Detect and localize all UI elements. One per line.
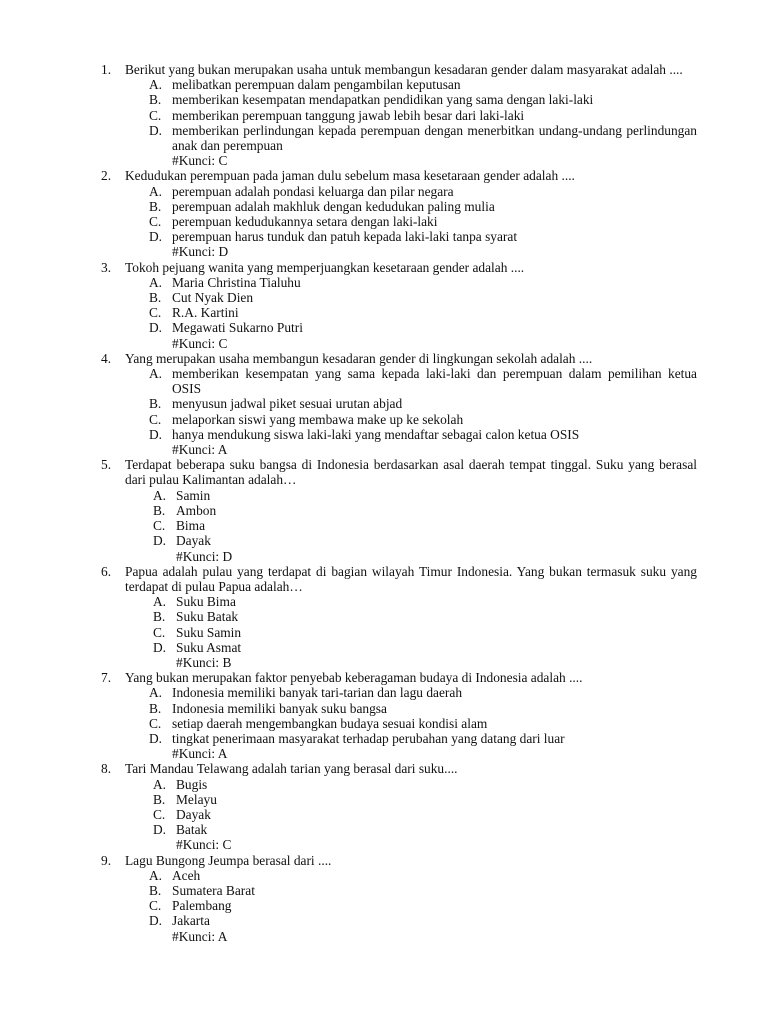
option-text: menyusun jadwal piket sesuai urutan abjad (172, 396, 403, 412)
option-letter: D. (153, 639, 167, 655)
option-letter: B. (149, 290, 162, 306)
option-text: Cut Nyak Dien (172, 290, 254, 306)
option-text: Sumatera Barat (172, 882, 255, 898)
option-d (125, 229, 697, 244)
option-b (125, 396, 697, 411)
question-number: 5. (101, 457, 112, 473)
option-text: tingkat penerimaan masyarakat terhadap perubahan yang datang dari luar (172, 730, 565, 746)
question-text: Lagu Bungong Jeumpa berasal dari .... (125, 852, 332, 868)
option-text: Maria Christina Tialuhu (172, 274, 301, 290)
option-text: memberikan perempuan tanggung jawab lebih besar dari laki-laki (172, 107, 525, 123)
option-b (125, 290, 697, 305)
option-letter: A. (153, 776, 167, 792)
option-text: Samin (176, 487, 211, 503)
option-text: Jakarta (172, 913, 210, 929)
question-text: Yang merupakan usaha membangun kesadaran gender di lingkungan sekolah adalah .... (125, 350, 593, 366)
option-a (125, 685, 697, 700)
option-text: Suku Asmat (176, 639, 242, 655)
option-letter: C. (149, 107, 162, 123)
question-text: Tokoh pejuang wanita yang memperjuangkan kesetaraan gender adalah .... (125, 259, 525, 275)
option-b (125, 883, 697, 898)
question-6 (101, 564, 697, 670)
option-b (125, 503, 697, 518)
option-b (125, 199, 697, 214)
answer-key: #Kunci: B (176, 654, 232, 670)
option-letter: A. (149, 183, 163, 199)
option-letter: C. (153, 624, 166, 640)
question-number: 4. (101, 350, 112, 366)
option-text: Ambon (176, 502, 217, 518)
option-text: perempuan harus tunduk dan patuh kepada laki-laki tanpa syarat (172, 229, 518, 245)
option-letter: B. (149, 198, 162, 214)
option-text: Bugis (176, 776, 208, 792)
option-letter: D. (149, 913, 163, 929)
option-letter: A. (149, 366, 163, 382)
option-d (125, 731, 697, 746)
option-letter: A. (153, 594, 167, 610)
option-letter: A. (149, 77, 163, 93)
option-d (125, 822, 697, 837)
question-text: Kedudukan perempuan pada jaman dulu sebelum masa kesetaraan gender adalah .... (125, 168, 575, 184)
option-a (125, 488, 697, 503)
option-text: memberikan kesempatan yang sama kepada laki-laki dan perempuan dalam pemilihan ketua OSIS (172, 366, 697, 397)
answer-key: #Kunci: D (172, 244, 229, 260)
option-text: Batak (176, 822, 208, 838)
option-letter: B. (153, 791, 166, 807)
answer-key: #Kunci: D (176, 548, 233, 564)
option-d (125, 533, 697, 548)
option-c (125, 625, 697, 640)
answer-key: #Kunci: A (172, 442, 228, 458)
option-letter: B. (153, 609, 166, 625)
option-c (125, 716, 697, 731)
question-number: 2. (101, 168, 112, 184)
option-letter: C. (149, 305, 162, 321)
option-a (125, 184, 697, 199)
option-text: perempuan adalah pondasi keluarga dan pilar negara (172, 183, 454, 199)
question-number: 7. (101, 670, 112, 686)
option-c (125, 412, 697, 427)
answer-key: #Kunci: C (176, 837, 232, 853)
option-c (125, 807, 697, 822)
option-text: Melayu (176, 791, 217, 807)
option-letter: A. (153, 487, 167, 503)
option-text: Dayak (176, 533, 211, 549)
option-text: Indonesia memiliki banyak tari-tarian dan lagu daerah (172, 685, 463, 701)
option-c (125, 214, 697, 229)
option-letter: C. (153, 518, 166, 534)
option-letter: D. (149, 426, 163, 442)
answer-key: #Kunci: C (172, 335, 228, 351)
option-letter: D. (149, 122, 163, 138)
question-2 (101, 168, 697, 259)
option-text: setiap daerah mengembangkan budaya sesuai kondisi alam (172, 715, 488, 731)
option-b (125, 92, 697, 107)
option-text: Suku Bima (176, 594, 236, 610)
option-letter: A. (149, 867, 163, 883)
option-c (125, 305, 697, 320)
option-a (125, 777, 697, 792)
option-letter: A. (149, 685, 163, 701)
option-text: perempuan adalah makhluk dengan kedudukan paling mulia (172, 198, 495, 214)
option-letter: B. (153, 502, 166, 518)
answer-key: #Kunci: A (172, 746, 228, 762)
question-7 (101, 670, 697, 761)
question-number: 8. (101, 761, 112, 777)
question-text: Yang bukan merupakan faktor penyebab keberagaman budaya di Indonesia adalah .... (125, 670, 583, 686)
question-9 (101, 853, 697, 944)
option-text: Bima (176, 518, 206, 534)
option-d (125, 123, 697, 153)
option-letter: B. (149, 396, 162, 412)
option-letter: C. (149, 214, 162, 230)
option-text: memberikan kesempatan mendapatkan pendidikan yang sama dengan laki-laki (172, 92, 594, 108)
answer-key: #Kunci: C (172, 153, 228, 169)
option-text: melibatkan perempuan dalam pengambilan keputusan (172, 77, 461, 93)
option-letter: D. (153, 533, 167, 549)
option-a (125, 366, 697, 396)
option-text: memberikan perlindungan kepada perempuan dengan menerbitkan undang-undang perlindungan anak dan perempuan (172, 122, 697, 154)
option-a (125, 275, 697, 290)
question-4 (101, 351, 697, 457)
question-number: 6. (101, 563, 112, 579)
option-d (125, 640, 697, 655)
option-d (125, 320, 697, 335)
option-letter: C. (153, 806, 166, 822)
option-letter: B. (149, 882, 162, 898)
question-5 (101, 457, 697, 563)
option-letter: D. (149, 320, 163, 336)
question-text: Berikut yang bukan merupakan usaha untuk membangun kesadaran gender dalam masyarakat adalah .... (125, 62, 683, 77)
option-text: hanya mendukung siswa laki-laki yang mendaftar sebagai calon ketua OSIS (172, 426, 580, 442)
option-text: Megawati Sukarno Putri (172, 320, 303, 336)
option-text: Suku Samin (176, 624, 242, 640)
question-1 (101, 62, 697, 168)
question-number: 1. (101, 62, 112, 77)
option-text: perempuan kedudukannya setara dengan laki-laki (172, 214, 438, 230)
option-letter: D. (149, 229, 163, 245)
option-letter: C. (149, 411, 162, 427)
option-c (125, 108, 697, 123)
option-text: Palembang (172, 898, 232, 914)
option-text: Indonesia memiliki banyak suku bangsa (172, 700, 387, 716)
option-letter: A. (149, 274, 163, 290)
question-number: 3. (101, 259, 112, 275)
option-b (125, 701, 697, 716)
question-8 (101, 761, 697, 852)
question-text: Terdapat beberapa suku bangsa di Indonesia berdasarkan asal daerah tempat tinggal. Suku yang berasal dari pulau Kalimantan adalah… (125, 457, 697, 488)
option-b (125, 792, 697, 807)
option-c (125, 518, 697, 533)
option-letter: D. (149, 730, 163, 746)
question-number: 9. (101, 852, 112, 868)
option-letter: C. (149, 898, 162, 914)
option-letter: B. (149, 700, 162, 716)
option-text: Dayak (176, 806, 211, 822)
option-text: melaporkan siswi yang membawa make up ke sekolah (172, 411, 464, 427)
option-d (125, 913, 697, 928)
option-text: R.A. Kartini (172, 305, 239, 321)
option-d (125, 427, 697, 442)
answer-key: #Kunci: A (172, 928, 228, 944)
option-text: Aceh (172, 867, 201, 883)
option-a (125, 868, 697, 883)
option-b (125, 609, 697, 624)
option-a (125, 594, 697, 609)
option-text: Suku Batak (176, 609, 239, 625)
question-text: Papua adalah pulau yang terdapat di bagian wilayah Timur Indonesia. Yang bukan termasuk suku yang terdapat di pulau Papua adalah… (125, 563, 697, 594)
option-c (125, 898, 697, 913)
question-list (101, 62, 697, 944)
option-letter: B. (149, 92, 162, 108)
question-text: Tari Mandau Telawang adalah tarian yang berasal dari suku.... (125, 761, 458, 777)
question-3 (101, 260, 697, 351)
option-letter: C. (149, 715, 162, 731)
option-letter: D. (153, 822, 167, 838)
option-a (125, 77, 697, 92)
